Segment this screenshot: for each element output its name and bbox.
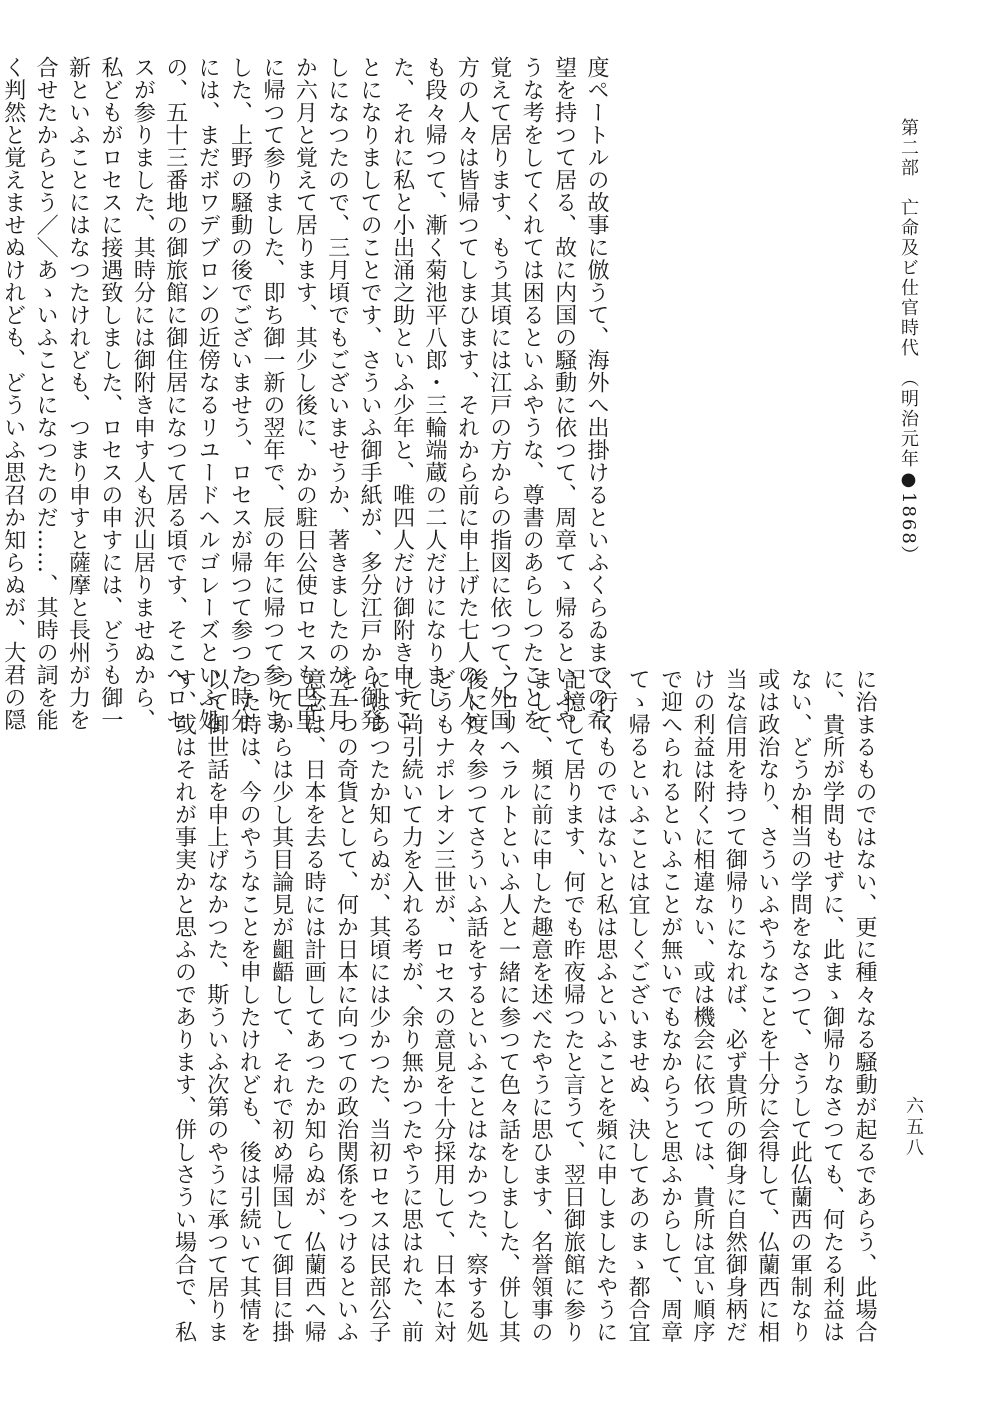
text-line: しになつたので、三月頃でもございませうか、著きましたのが五月	[324, 56, 350, 731]
text-line: 意念は、日本を去る時には計画してあつたか知らぬが、仏蘭西へ帰	[301, 668, 327, 1343]
text-line: 覚えて居ります、もう其頃には江戸の方からの指図に依つて、外国	[486, 56, 512, 731]
text-line: も段々帰つて、漸く菊池平八郎・三輪端蔵の二人だけになりまし	[421, 56, 447, 709]
text-line: の、五十三番地の御旅館に御住居になつて居る頃です、そこへロセ	[162, 56, 188, 731]
page-number: 六五八	[903, 1096, 924, 1159]
text-line: 後に度々参つてさういふ話をするといふことはなかつた、察する処	[463, 668, 489, 1343]
text-line: か六月と覚えて居ります、其少し後に、かの駐日公使ロセスも巴里	[292, 56, 318, 731]
text-line: して尚引続いて力を入れる考が、余り無かつたやうに思はれた、前	[398, 668, 424, 1343]
upper-text-block	[0, 56, 612, 731]
text-line: 合せたからとう／＼あゝいふことになつたのだ……、其時の詞を能	[33, 56, 59, 731]
text-line: まして、頻に前に申した趣意を述べたやうに思ひます、名誉領事の	[527, 668, 553, 1343]
text-line: した、上野の騒動の後でございませう、ロセスが帰つて参つた時分	[227, 56, 253, 731]
text-line: つた時は、今のやうなことを申したけれども、後は引続いて其情を	[236, 668, 262, 1343]
text-line: 以て御世話を申上げなかつた、斯ういふ次第のやうに承つて居りま	[203, 668, 229, 1343]
text-line: うな考をしてくれては困るといふやうな、尊書のあらしつたことを	[519, 56, 545, 731]
text-line: を一つの奇貨として、何か日本に向つての政治関係をつけるといふ	[333, 668, 359, 1343]
text-line: けの利益は附くに相違ない、或は機会に依つては、貴所は宜い順序	[689, 668, 715, 1343]
text-line: スが参りました、其時分には御附き申す人も沢山居りませぬから、	[130, 56, 156, 731]
text-line: に帰つて参りました、即ち御一新の翌年で、辰の年に帰つて参りま	[259, 56, 285, 731]
text-line: 度ペートルの故事に倣うて、海外へ出掛けるといふくらゐまでの希	[584, 56, 609, 731]
text-line: た、それに私と小出涌之助といふ少年と、唯四人だけ御附き申すこ	[389, 56, 415, 731]
text-line: 新といふことにはなつたけれども、つまり申すと薩摩と長州が力を	[65, 56, 91, 731]
text-line: とになりましてのことです、さういふ御手紙が、多分江戸から御発	[357, 56, 383, 731]
text-line: ない、どうか相当の学問をなさつて、さうして此仏蘭西の軍制なり	[787, 668, 813, 1343]
running-header: 第二部 亡命及ビ仕官時代 （明治元年●1868）	[898, 118, 919, 566]
text-line: す、或はそれが事実かと思ふのであります、併しさうい場合で、私	[171, 668, 197, 1343]
text-line: に、貴所が学問もせずに、此まゝ御帰りなさつても、何たる利益は	[819, 668, 845, 1343]
text-line: 当な信用を持つて御帰りになれば、必ず貴所の御身に自然御身柄だ	[722, 668, 748, 1343]
text-line: つてからは少し其目論見が齟齬して、それで初め帰国して御目に掛	[268, 668, 294, 1343]
text-line: 記憶して居ります、何でも昨夜帰つたと言うて、翌日御旅館に参り	[560, 668, 586, 1343]
text-line: 私どもがロセスに接遇致しました、ロセスの申すには、どうも御一	[97, 56, 123, 731]
text-line: 或は政治なり、さういふやうなことを十分に会得して、仏蘭西に相	[754, 668, 780, 1343]
lower-text-block	[62, 668, 880, 1368]
text-line: どうもナポレオン三世が、ロセスの意見を十分採用して、日本に対	[430, 668, 456, 1343]
text-line: フロリヘラルトといふ人と一緒に参つて色々話をしました、併し其	[495, 668, 521, 1343]
text-line: には、まだボワデブロンの近傍なるリユードヘルゴレーズといふ処	[195, 56, 221, 731]
text-line: く行くものではないと私は思ふといふことを頻に申しましたやうに	[592, 668, 618, 1343]
text-line: てゝ帰るといふことは宜しくございませぬ、決してあのまゝ都合宜	[625, 668, 651, 1343]
text-line: で迎へられるといふことが無いでもなからうと思ふからして、周章	[657, 668, 683, 1343]
text-line: に治まるものではない、更に種々なる騒動が起るであらう、此場合	[852, 668, 877, 1343]
text-line: にはあつたか知らぬが、其頃には少かつた、当初ロセスは民部公子	[365, 668, 391, 1343]
text-line: 方の人々は皆帰つてしまひます、それから前に申上げた七人の人々	[454, 56, 480, 731]
text-line: く判然と覚えませぬけれども、どういふ思召か知らぬが、大君の隠	[0, 56, 26, 731]
text-line: 望を持つて居る、故に内国の騒動に依つて、周章てゝ帰るといふや	[551, 56, 577, 731]
